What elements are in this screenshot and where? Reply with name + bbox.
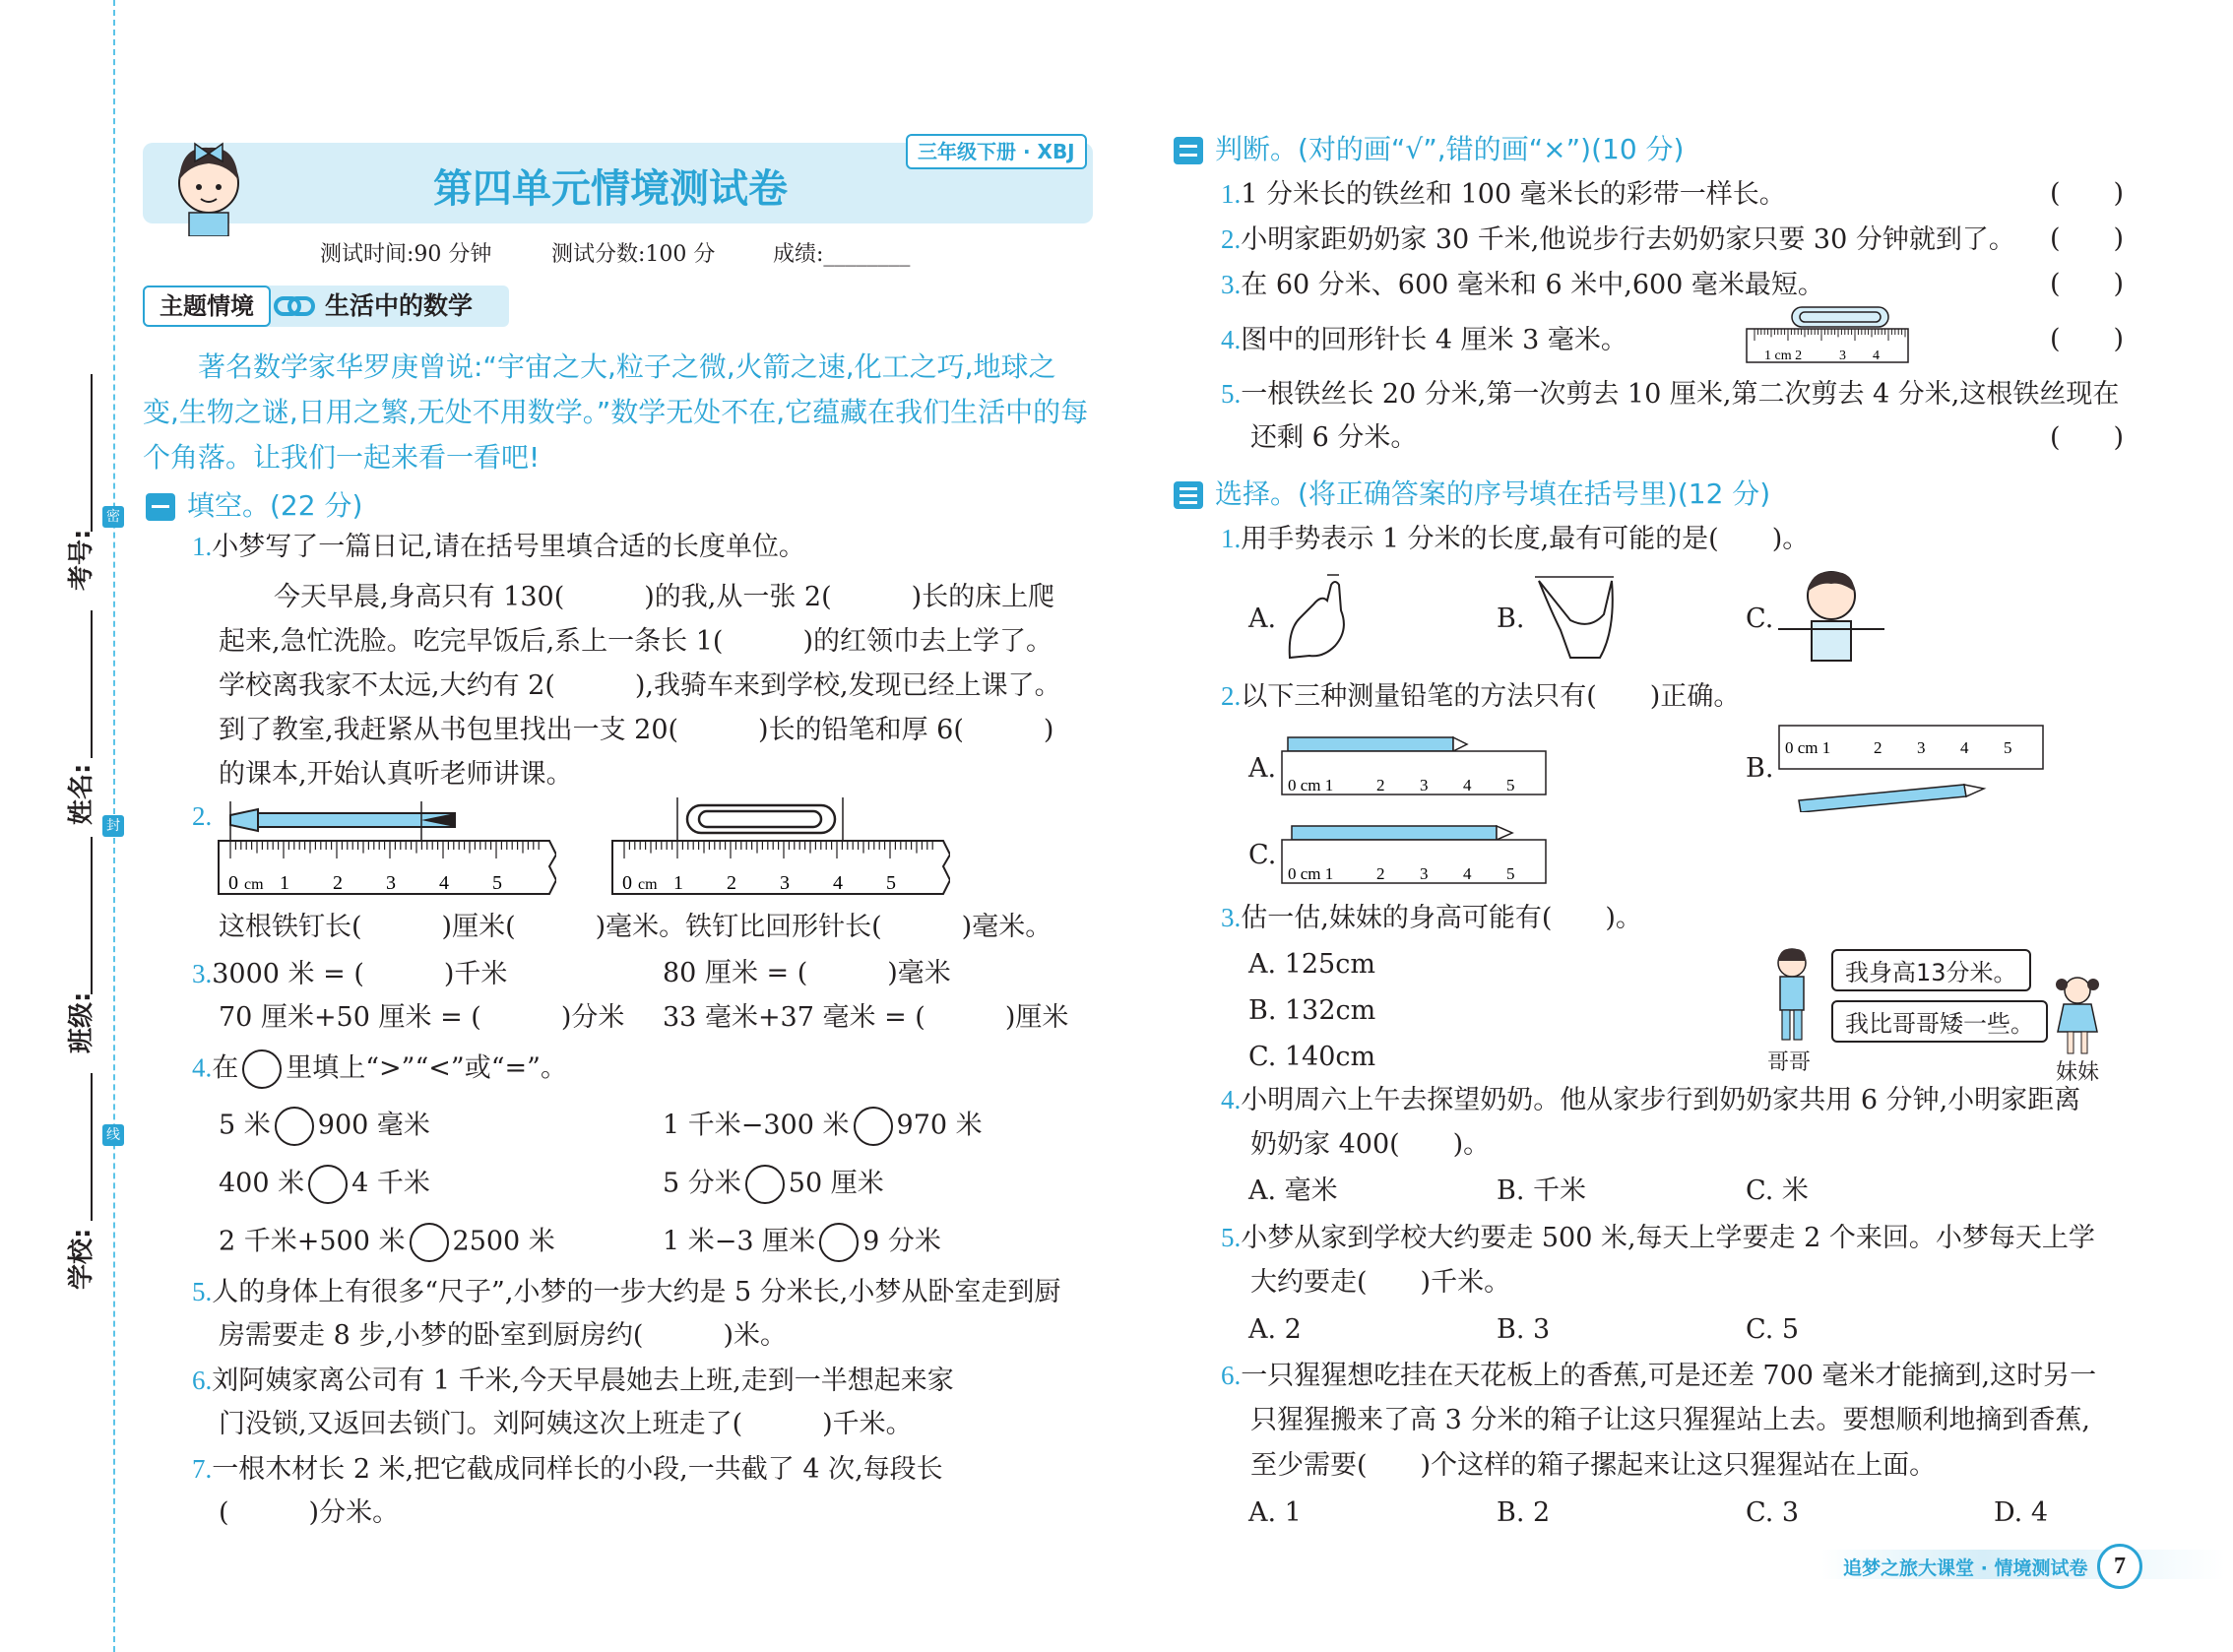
pencil-ruler-b xyxy=(1777,724,2048,812)
svg-text:4: 4 xyxy=(1463,776,1472,794)
svg-text:0 cm 1: 0 cm 1 xyxy=(1288,864,1334,883)
diary-line: 学校离我家不太远,大约有 2( ),我骑车来到学校,发现已经上课了。 xyxy=(219,670,1061,701)
s2-answer[interactable]: ( ) xyxy=(2050,178,2125,209)
name-label: 姓名: xyxy=(67,763,96,825)
sister-figure-icon xyxy=(2048,975,2107,1055)
boy-arms-icon xyxy=(1772,566,1890,665)
svg-text:cm: cm xyxy=(638,876,658,893)
s3-q2-opt-b[interactable]: B. xyxy=(1746,753,1774,784)
s3-q4: 4.小明周六上午去探望奶奶。他从家步行到奶奶家共用 6 分钟,小明家距离 xyxy=(1221,1085,2081,1115)
class-line xyxy=(91,837,93,994)
s2-item: 5.一根铁丝长 20 分米,第一次剪去 10 厘米,第二次剪去 4 分米,这根铁丝现在 xyxy=(1221,379,2120,410)
girl-mascot-icon xyxy=(160,126,258,236)
svg-text:2: 2 xyxy=(1376,864,1385,883)
svg-text:3: 3 xyxy=(1420,864,1429,883)
svg-text:4: 4 xyxy=(1873,349,1880,363)
s1-q3: 3.3000 米 = ( )千米 xyxy=(192,959,508,989)
section1-icon xyxy=(146,493,175,521)
seal-mi: 密 xyxy=(102,506,124,528)
theme-label: 主题情境 xyxy=(143,286,271,327)
section2-title: 判断。(对的画“√”,错的画“×”)(10 分) xyxy=(1215,133,1685,165)
section2-header xyxy=(1174,128,1684,167)
diary-line: 到了教室,我赶紧从书包里找出一支 20( )长的铅笔和厚 6( ) xyxy=(219,715,1054,745)
s3-q6: 6.一只猩猩想吃挂在天花板上的香蕉,可是还差 700 毫米才能摘到,这时另一 xyxy=(1221,1361,2097,1391)
link-icon xyxy=(274,290,315,322)
svg-text:2: 2 xyxy=(333,872,343,894)
grade-badge: 三年级下册 · XBJ xyxy=(906,134,1087,169)
story-line: 个角落。让我们一起来看一看吧! xyxy=(143,441,541,474)
svg-text:1 cm 2: 1 cm 2 xyxy=(1764,349,1803,363)
page-title: 第四单元情境测试卷 xyxy=(433,166,788,212)
diary-line: 的课本,开始认真听老师讲课。 xyxy=(219,759,573,790)
s2-paperclip-ruler xyxy=(1745,305,1912,366)
svg-text:3: 3 xyxy=(386,872,396,894)
svg-text:1: 1 xyxy=(673,872,683,894)
s3-q1: 1.用手势表示 1 分米的长度,最有可能的是( )。 xyxy=(1221,524,1810,554)
svg-text:1: 1 xyxy=(280,872,289,894)
svg-text:0: 0 xyxy=(228,872,238,894)
theme-topic: 生活中的数学 xyxy=(325,291,474,320)
s2-item: 1.1 分米长的铁丝和 100 毫米长的彩带一样长。 xyxy=(1221,179,1786,210)
s3-q4-opt-c[interactable]: C. 米 xyxy=(1746,1175,1809,1206)
s1-q1-diary xyxy=(219,575,1061,796)
s3-q3-opt-a[interactable]: A. 125cm xyxy=(1248,949,1375,980)
exam-no-label: 考号: xyxy=(67,529,96,591)
compare-circle[interactable] xyxy=(275,1107,314,1146)
class-label: 班级: xyxy=(67,991,96,1053)
s1-q6-l2: 门没锁,又返回去锁门。刘阿姨这次上班走了( )千米。 xyxy=(219,1409,913,1439)
s3-q1-opt-a[interactable]: A. xyxy=(1248,604,1277,634)
s3-q1-opt-b[interactable]: B. xyxy=(1497,604,1525,634)
svg-text:0 cm 1: 0 cm 1 xyxy=(1288,776,1334,794)
s3-q6-opt-d[interactable]: D. 4 xyxy=(1994,1497,2049,1528)
section3-header xyxy=(1174,473,1770,512)
svg-text:2: 2 xyxy=(1874,738,1882,757)
compare-circle[interactable] xyxy=(745,1165,785,1204)
s3-q5-opt-a[interactable]: A. 2 xyxy=(1248,1314,1302,1345)
s1-q3-b: 80 厘米 = ( )毫米 xyxy=(663,958,951,988)
svg-text:5: 5 xyxy=(1506,776,1515,794)
s3-q4-opt-a[interactable]: A. 毫米 xyxy=(1248,1175,1338,1206)
s1-q4: 4.在 里填上“>”“<”或“=”。 xyxy=(192,1049,567,1089)
school-line xyxy=(91,1073,93,1221)
svg-text:3: 3 xyxy=(1917,738,1926,757)
s2-answer[interactable]: ( ) xyxy=(2050,324,2125,354)
s3-q6-opt-c[interactable]: C. 3 xyxy=(1746,1497,1800,1528)
svg-text:3: 3 xyxy=(780,872,790,894)
story-line: 变,生物之谜,日用之繁,无处不用数学。”数学无处不在,它蕴藏在我们生活中的每 xyxy=(143,396,1089,428)
s3-q3-opt-b[interactable]: B. 132cm xyxy=(1248,995,1376,1026)
svg-text:4: 4 xyxy=(1463,864,1472,883)
seal-feng: 封 xyxy=(102,815,124,837)
s3-q5-l2: 大约要走( )千米。 xyxy=(1250,1267,1511,1298)
score-field: 成绩:________ xyxy=(773,242,911,267)
s3-q6-opt-b[interactable]: B. 2 xyxy=(1497,1497,1551,1528)
s2-answer[interactable]: ( ) xyxy=(2050,223,2125,254)
compare-row: 1 米−3 厘米 9 分米 xyxy=(663,1223,941,1262)
s1-q1: 1.小梦写了一篇日记,请在括号里填合适的长度单位。 xyxy=(192,532,805,562)
s1-q3-c: 70 厘米+50 厘米 = ( )分米 xyxy=(219,1002,625,1033)
s2-item: 4.图中的回形针长 4 厘米 3 毫米。 xyxy=(1221,325,1627,355)
brother-label: 哥哥 xyxy=(1767,1050,1812,1075)
pencil-ruler-c xyxy=(1280,822,1551,887)
s1-q5-l2: 房需要走 8 步,小梦的卧室到厨房约( )米。 xyxy=(219,1320,787,1351)
compare-circle[interactable] xyxy=(410,1223,449,1262)
compare-row: 2 千米+500 米 2500 米 xyxy=(219,1223,555,1262)
sister-label: 妹妹 xyxy=(2056,1060,2100,1085)
diary-line: 起来,急忙洗脸。吃完早饭后,系上一条长 1( )的红领巾去上学了。 xyxy=(219,626,1053,657)
section3-title: 选择。(将正确答案的序号填在括号里)(12 分) xyxy=(1215,477,1771,510)
s3-q5: 5.小梦从家到学校大约要走 500 米,每天上学要走 2 个来回。小梦每天上学 xyxy=(1221,1223,2095,1253)
sister-speech-bubble: 我比哥哥矮一些。 xyxy=(1831,1000,2048,1043)
s1-q2-num: 2. xyxy=(192,801,213,831)
compare-circle[interactable] xyxy=(854,1107,893,1146)
compare-row: 1 千米−300 米 970 米 xyxy=(663,1107,983,1146)
s2-item: 2.小明家距奶奶家 30 千米,他说步行去奶奶家只要 30 分钟就到了。 xyxy=(1221,224,2015,255)
s3-q3-opt-c[interactable]: C. 140cm xyxy=(1248,1042,1376,1072)
s3-q4-opt-b[interactable]: B. 千米 xyxy=(1497,1175,1587,1206)
svg-text:4: 4 xyxy=(1960,738,1969,757)
section1-header xyxy=(146,484,362,524)
svg-text:0 cm 1: 0 cm 1 xyxy=(1785,738,1831,757)
footer-text: 追梦之旅大课堂 · 情境测试卷 xyxy=(1843,1557,2088,1579)
section2-icon xyxy=(1174,137,1203,164)
svg-text:3: 3 xyxy=(1839,349,1846,363)
svg-text:2: 2 xyxy=(727,872,736,894)
s1-q6: 6.刘阿姨家离公司有 1 千米,今天早晨她去上班,走到一半想起来家 xyxy=(192,1366,954,1396)
compare-row: 5 分米 50 厘米 xyxy=(663,1165,884,1204)
svg-text:3: 3 xyxy=(1420,776,1429,794)
nail-ruler-figure xyxy=(217,795,556,899)
s2-answer[interactable]: ( ) xyxy=(2050,269,2125,299)
s3-q5-opt-b[interactable]: B. 3 xyxy=(1497,1314,1551,1345)
test-score: 测试分数:100 分 xyxy=(551,242,716,267)
s1-q3-d: 33 毫米+37 毫米 = ( )厘米 xyxy=(663,1002,1069,1033)
theme-story xyxy=(143,345,1103,480)
pencil-ruler-a xyxy=(1280,733,1551,798)
compare-circle[interactable] xyxy=(308,1165,348,1204)
svg-text:4: 4 xyxy=(833,872,843,894)
paperclip-ruler-figure xyxy=(610,795,950,899)
compare-row: 400 米 4 千米 xyxy=(219,1165,430,1204)
svg-text:5: 5 xyxy=(2004,738,2012,757)
svg-text:5: 5 xyxy=(492,872,502,894)
s3-q4-l2: 奶奶家 400( )。 xyxy=(1250,1129,1491,1160)
diary-line: 今天早晨,身高只有 130( )的我,从一张 2( )长的床上爬 xyxy=(274,582,1055,612)
s1-q7: 7.一根木材长 2 米,把它截成同样长的小段,一共截了 4 次,每段长 xyxy=(192,1454,943,1485)
s2-item-cont: 还剩 6 分米。 xyxy=(1250,422,1418,453)
story-line: 著名数学家华罗庚曾说:“宇宙之大,粒子之微,火箭之速,化工之巧,地球之 xyxy=(198,350,1056,383)
s3-q2: 2.以下三种测量铅笔的方法只有( )正确。 xyxy=(1221,681,1741,712)
brother-figure-icon xyxy=(1762,945,1821,1044)
section3-icon xyxy=(1174,481,1203,509)
s3-q1-opt-c[interactable]: C. xyxy=(1746,604,1774,634)
s2-answer[interactable]: ( ) xyxy=(2050,422,2125,453)
s3-q2-opt-c[interactable]: C. xyxy=(1248,840,1277,870)
name-line xyxy=(91,610,93,758)
seal-xian: 线 xyxy=(102,1124,124,1146)
test-time: 测试时间:90 分钟 xyxy=(320,242,492,267)
brother-speech-bubble: 我身高13分米。 xyxy=(1831,949,2031,991)
page-number: 7 xyxy=(2097,1544,2142,1589)
hand-span-icon xyxy=(1531,571,1629,662)
svg-text:4: 4 xyxy=(439,872,449,894)
exam-no-line xyxy=(91,374,93,532)
s3-q3: 3.估一估,妹妹的身高可能有( )。 xyxy=(1221,903,1642,933)
svg-text:5: 5 xyxy=(886,872,896,894)
s2-item: 3.在 60 分米、600 毫米和 6 米中,600 毫米最短。 xyxy=(1221,270,1824,300)
compare-circle[interactable] xyxy=(819,1223,859,1262)
s1-q5: 5.人的身体上有很多“尺子”,小梦的一步大约是 5 分米长,小梦从卧室走到厨 xyxy=(192,1277,1061,1307)
section1-title: 填空。(22 分) xyxy=(187,489,363,522)
school-label: 学校: xyxy=(67,1228,96,1290)
svg-text:cm: cm xyxy=(244,876,264,893)
svg-text:0: 0 xyxy=(622,872,632,894)
svg-text:5: 5 xyxy=(1506,864,1515,883)
s1-q7-l2: ( )分米。 xyxy=(219,1497,400,1528)
s3-q2-opt-a[interactable]: A. xyxy=(1248,753,1277,784)
s3-q6-l3: 至少需要( )个这样的箱子摞起来让这只猩猩站在上面。 xyxy=(1250,1450,1937,1481)
svg-text:2: 2 xyxy=(1376,776,1385,794)
s3-q6-l2: 只猩猩搬来了高 3 分米的箱子让这只猩猩站上去。要想顺利地摘到香蕉, xyxy=(1250,1405,2090,1435)
compare-row: 5 米 900 毫米 xyxy=(219,1107,430,1146)
s1-q2-text: 这根铁钉长( )厘米( )毫米。铁钉比回形针长( )毫米。 xyxy=(219,912,1053,942)
s3-q5-opt-c[interactable]: C. 5 xyxy=(1746,1314,1800,1345)
compare-circle[interactable] xyxy=(242,1049,282,1089)
s3-q6-opt-a[interactable]: A. 1 xyxy=(1248,1497,1302,1528)
hand-pinch-icon xyxy=(1280,571,1359,662)
